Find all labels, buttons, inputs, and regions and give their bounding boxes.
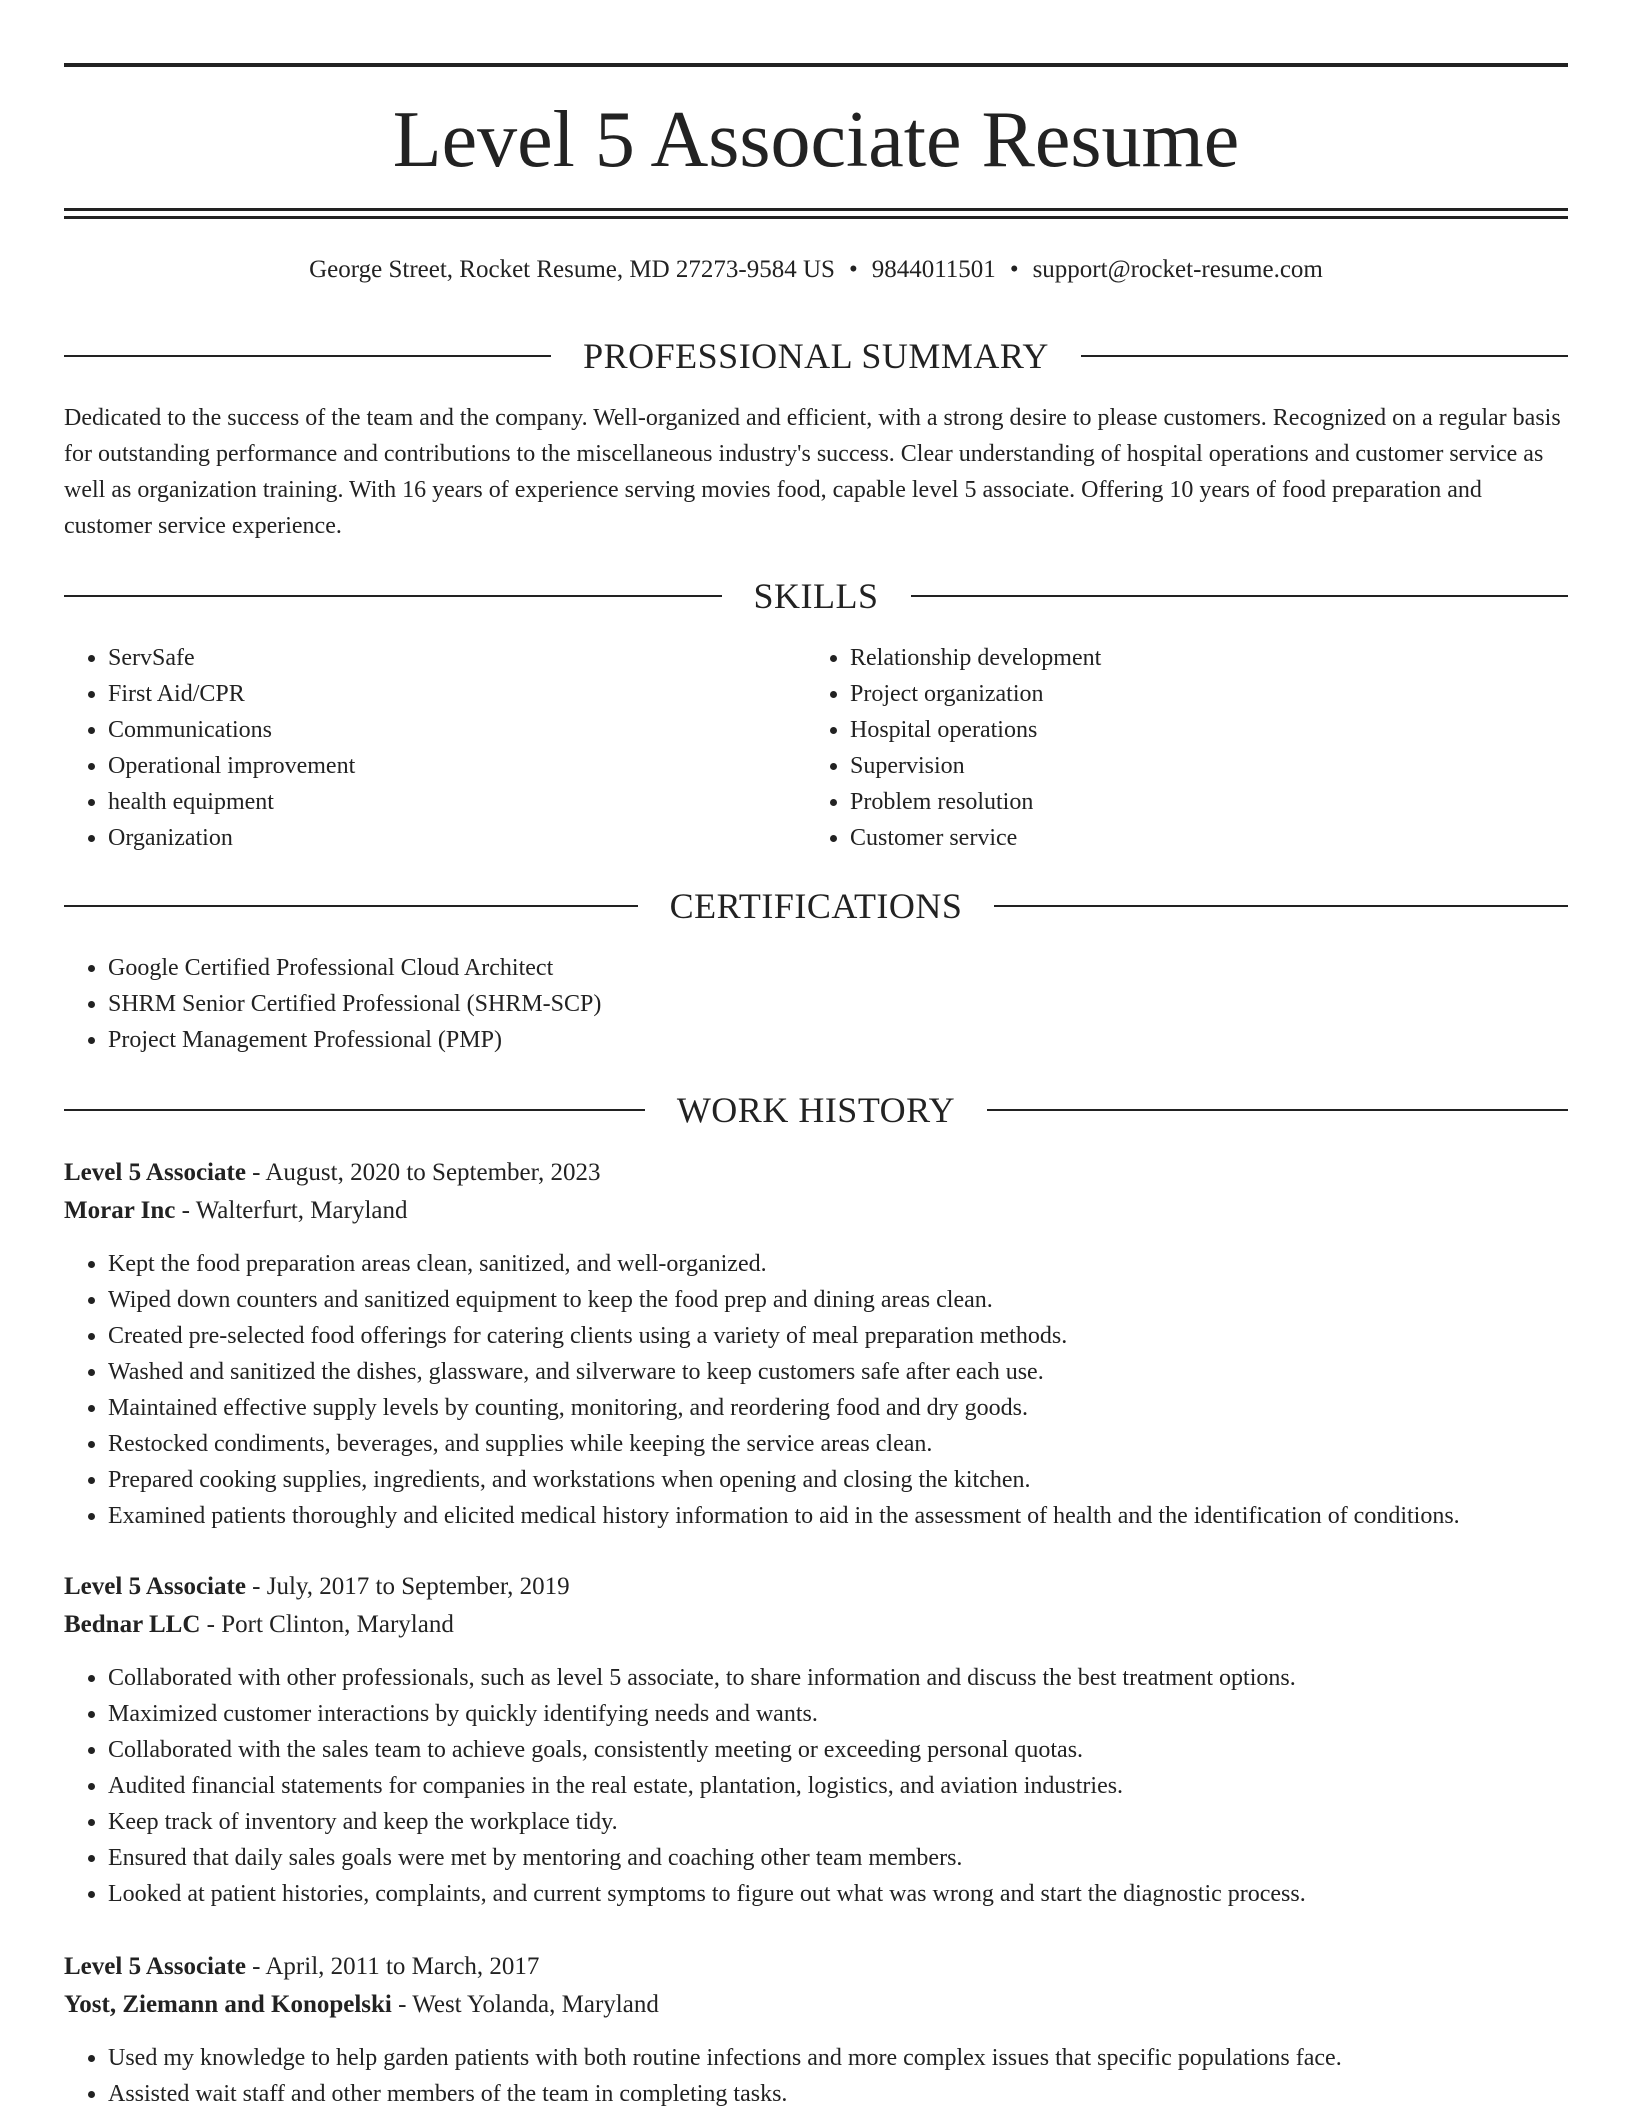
top-rule [64,63,1568,67]
job-duty-item: • Used my knowledge to help garden patients with both routine infections and more complex issues that specific populations face. [108,2040,1568,2076]
section-title: CERTIFICATIONS [669,886,963,926]
job-title: Level 5 Associate [64,1573,246,1600]
certification-item: • SHRM Senior Certified Professional (SHRM-SCP) [108,986,1568,1022]
job-location: Port Clinton, Maryland [221,1611,454,1638]
job-duty-item: • Examined patients thoroughly and elicited medical history information to aid in the assessment of health and the identification of conditions. [108,1498,1568,1534]
job-title: Level 5 Associate [64,1953,246,1980]
job-duty-item: • Maintained effective supply levels by counting, monitoring, and reordering food and dry goods. [108,1390,1568,1426]
job-duty-item: • Maximized customer interactions by quickly identifying needs and wants. [108,1696,1568,1732]
skill-item: • health equipment [108,784,804,820]
skill-item: • Problem resolution [850,784,1546,820]
skill-item: • First Aid/CPR [108,676,804,712]
heading-rule-right [911,595,1569,597]
skill-item: • Customer service [850,820,1546,856]
job-duty-item: • Collaborated with other professionals, such as level 5 associate, to share information and discuss the best treatment options. [108,1660,1568,1696]
job-duty-item: • Kept the food preparation areas clean, sanitized, and well-organized. [108,1246,1568,1282]
summary-section-heading [64,334,1568,378]
skill-item: • Supervision [850,748,1546,784]
job-duties [64,1660,1568,1912]
job-duty-item: • Keep track of inventory and keep the workplace tidy. [108,1804,1568,1840]
heading-rule-right [1081,355,1568,357]
job-company: Yost, Ziemann and Konopelski [64,1991,392,2018]
contact-separator: • [1009,256,1019,283]
job-duty-item: • Washed and sanitized the dishes, glassware, and silverware to keep customers safe after each use. [108,1354,1568,1390]
heading-rule-left [64,905,638,907]
skill-item: • Hospital operations [850,712,1546,748]
job-duty-item: • Ensured that daily sales goals were met by mentoring and coaching other team members. [108,1840,1568,1876]
heading-rule-right [987,1109,1568,1111]
job-duty-item: • Wiped down counters and sanitized equipment to keep the food prep and dining areas clean. [108,1282,1568,1318]
job-entry [64,1948,1568,2112]
job-duty-item: • Collaborated with the sales team to achieve goals, consistently meeting or exceeding personal quotas. [108,1732,1568,1768]
title-double-rule [64,208,1568,219]
heading-rule-left [64,355,551,357]
job-company-line: Bednar LLC - Port Clinton, Maryland [64,1611,454,1638]
contact-phone[interactable]: 9844011501 [871,256,996,283]
certifications-section-heading [64,884,1568,928]
job-duty-item: • Restocked condiments, beverages, and supplies while keeping the service areas clean. [108,1426,1568,1462]
skills-section-heading [64,574,1568,618]
section-title: WORK HISTORY [676,1090,956,1130]
work-history-section-heading [64,1088,1568,1132]
job-duties [64,1246,1568,1534]
certification-item: • Project Management Professional (PMP) [108,1022,1568,1058]
job-company-line: Morar Inc - Walterfurt, Maryland [64,1197,408,1224]
contact-separator: • [848,256,858,283]
job-title-line: Level 5 Associate - July, 2017 to September, 2019 [64,1573,570,1600]
job-company: Bednar LLC [64,1611,201,1638]
section-title: SKILLS [753,576,879,616]
heading-rule-left [64,1109,645,1111]
resume-title: Level 5 Associate Resume [392,96,1240,184]
job-duties [64,2040,1568,2112]
job-title: Level 5 Associate [64,1159,246,1186]
job-dates: April, 2011 to March, 2017 [265,1953,540,1980]
summary-text: Dedicated to the success of the team and the company. Well-organized and efficient, with a strong desire to please customers. Recognized on a regular basis for outstanding performance and contributions to the miscellaneous industry's success. Clear understanding of hospital operations and customer service as well as organization training. With 16 years of experience serving movies food, capable level 5 associate. Offering 10 years of food preparation and customer service experience. [64,405,1561,539]
job-dates: July, 2017 to September, 2019 [266,1573,570,1600]
section-title: PROFESSIONAL SUMMARY [583,336,1049,376]
job-entry [64,1154,1568,1534]
certification-item: • Google Certified Professional Cloud Architect [108,950,1568,986]
skill-item: • Communications [108,712,804,748]
contact-email[interactable]: support@rocket-resume.com [1032,256,1323,283]
skill-item: • Relationship development [850,640,1546,676]
job-duty-item: • Looked at patient histories, complaints, and current symptoms to figure out what was wrong and start the diagnostic process. [108,1876,1568,1912]
job-dates: August, 2020 to September, 2023 [265,1159,601,1186]
job-title-line: Level 5 Associate - August, 2020 to September, 2023 [64,1159,601,1186]
skills-column-left [64,640,804,856]
heading-rule-right [994,905,1568,907]
job-company: Morar Inc [64,1197,176,1224]
job-location: Walterfurt, Maryland [195,1197,408,1224]
contact-line [64,254,1568,286]
job-entry [64,1568,1568,1912]
job-duty-item: • Created pre-selected food offerings for catering clients using a variety of meal preparation methods. [108,1318,1568,1354]
job-duty-item: • Audited financial statements for companies in the real estate, plantation, logistics, and aviation industries. [108,1768,1568,1804]
job-location: West Yolanda, Maryland [412,1991,659,2018]
skills-column-right [806,640,1546,856]
skill-item: • Organization [108,820,804,856]
skill-item: • Project organization [850,676,1546,712]
contact-address: George Street, Rocket Resume, MD 27273-9584 US [309,256,835,283]
skill-item: • Operational improvement [108,748,804,784]
certifications-list [64,950,1568,1058]
job-duty-item: • Prepared cooking supplies, ingredients, and workstations when opening and closing the kitchen. [108,1462,1568,1498]
skill-item: • ServSafe [108,640,804,676]
heading-rule-left [64,595,722,597]
job-company-line: Yost, Ziemann and Konopelski - West Yolanda, Maryland [64,1991,659,2018]
job-title-line: Level 5 Associate - April, 2011 to March, 2017 [64,1953,540,1980]
job-duty-item: • Assisted wait staff and other members of the team in completing tasks. [108,2076,1568,2112]
